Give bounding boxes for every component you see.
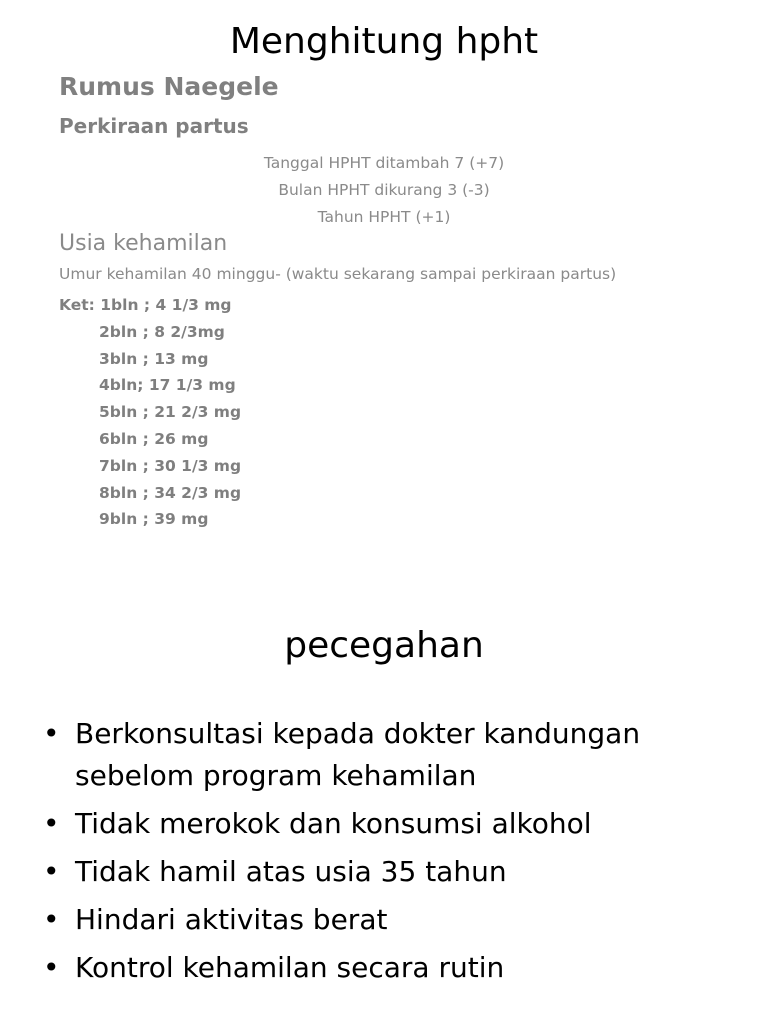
rule-line: Bulan HPHT dikurang 3 (-3) xyxy=(278,181,490,199)
list-item xyxy=(43,803,733,845)
section-subheading: Perkiraan partus xyxy=(59,114,249,138)
list-item xyxy=(43,713,733,797)
naegele-rules xyxy=(0,150,768,231)
bullet-icon: • xyxy=(43,807,60,840)
ket-row: 2bln ; 8 2/3mg xyxy=(99,322,225,341)
bullet-list xyxy=(43,713,733,995)
list-item xyxy=(43,851,733,893)
ket-row: 8bln ; 34 2/3 mg xyxy=(99,483,242,502)
age-heading: Usia kehamilan xyxy=(59,231,228,256)
list-item xyxy=(43,947,733,989)
list-item xyxy=(43,899,733,941)
age-formula: Umur kehamilan 40 minggu- (waktu sekarang sampai perkiraan partus) xyxy=(59,265,617,283)
slide-title: pecegahan xyxy=(284,625,484,666)
ket-row: Ket: 1bln ; 4 1/3 mg xyxy=(59,296,232,314)
ket-row: 5bln ; 21 2/3 mg xyxy=(99,403,242,422)
ket-row: 3bln ; 13 mg xyxy=(99,349,209,368)
rule-line: Tahun HPHT (+1) xyxy=(317,208,451,226)
rule-line: Tanggal HPHT ditambah 7 (+7) xyxy=(263,154,505,172)
list-item-text: Hindari aktivitas berat xyxy=(75,903,388,936)
slide-pencegahan xyxy=(0,600,768,1024)
list-item-text: Tidak merokok dan konsumsi alkohol xyxy=(75,807,592,840)
ket-row: 7bln ; 30 1/3 mg xyxy=(99,456,242,475)
bullet-icon: • xyxy=(43,903,60,936)
bullet-icon: • xyxy=(43,717,60,750)
list-item-text: Berkonsultasi kepada dokter kandungan sebelom program kehamilan xyxy=(75,717,641,792)
list-item-text: Kontrol kehamilan secara rutin xyxy=(75,951,505,984)
ket-row: 6bln ; 26 mg xyxy=(99,429,209,448)
ket-row: 9bln ; 39 mg xyxy=(99,510,209,529)
bullet-icon: • xyxy=(43,951,60,984)
section-heading: Rumus Naegele xyxy=(59,72,279,101)
slide-title: Menghitung hpht xyxy=(229,21,539,62)
ket-list xyxy=(59,292,241,533)
ket-row: 4bln; 17 1/3 mg xyxy=(99,376,236,395)
bullet-icon: • xyxy=(43,855,60,888)
list-item-text: Tidak hamil atas usia 35 tahun xyxy=(75,855,507,888)
